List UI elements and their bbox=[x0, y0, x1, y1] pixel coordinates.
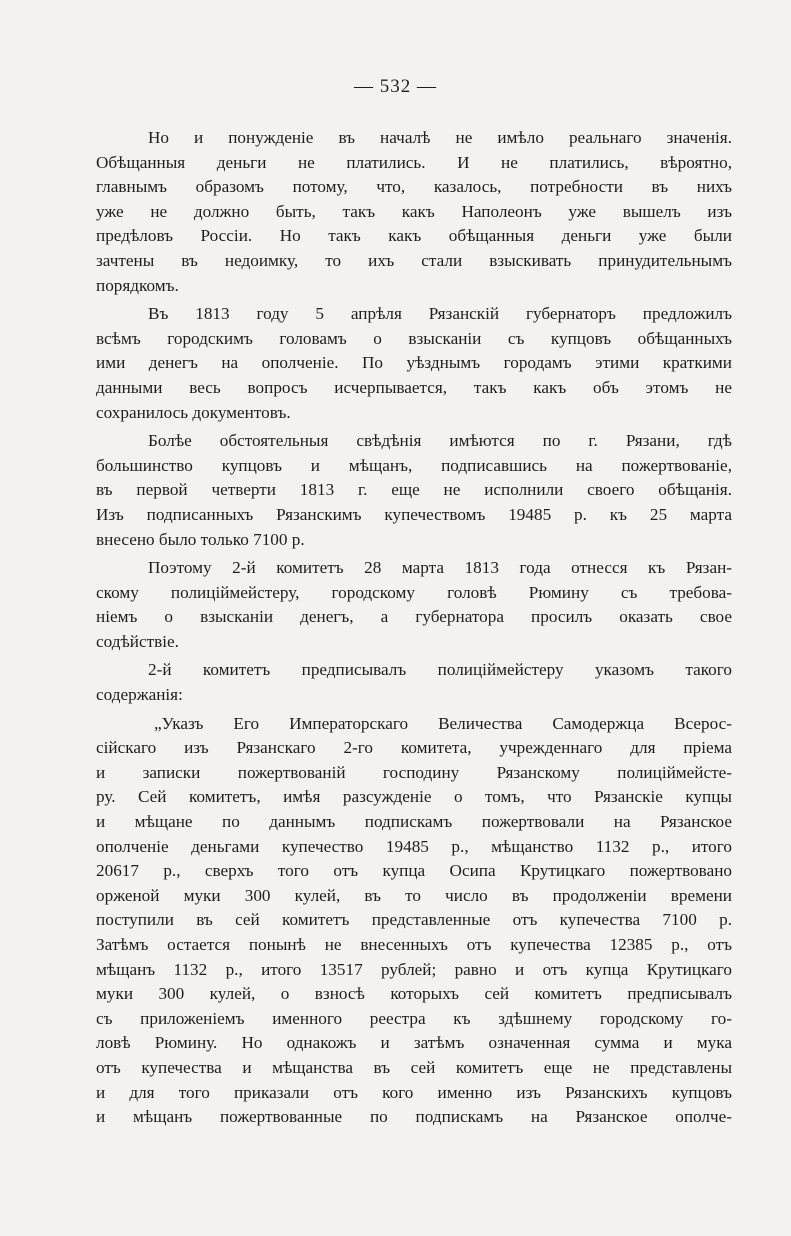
paragraph bbox=[96, 712, 732, 1130]
text-line: и мѣщанъ пожертвованные по подпискамъ на Рязанское ополче- bbox=[96, 1107, 732, 1127]
text-line: данными весь вопросъ исчерпывается, такъ какъ объ этомъ не bbox=[96, 377, 732, 397]
text-line: ополченіе деньгами купечество 19485 р., мѣщанство 1132 р., итого bbox=[96, 836, 732, 856]
text-line: поступили въ сей комитетъ представленные отъ купечества 7100 р. bbox=[96, 910, 732, 930]
text-line: уже не должно быть, такъ какъ Наполеонъ уже вышелъ изъ bbox=[96, 201, 732, 221]
text-line: всѣмъ городскимъ головамъ о взысканіи съ купцовъ обѣщанныхъ bbox=[96, 328, 732, 348]
text-line: и мѣщане по даннымъ подпискамъ пожертвовали на Рязанское bbox=[96, 812, 732, 832]
text-line: отъ купечества и мѣщанства въ сей комитетъ еще не представлены bbox=[96, 1057, 732, 1077]
text-line: и записки пожертвованій господину Рязанскому полиціймейсте- bbox=[96, 762, 732, 782]
text-line: Въ 1813 году 5 апрѣля Рязанскій губернаторъ предложилъ bbox=[148, 304, 732, 324]
text-line: зачтены въ недоимку, то ихъ стали взыскивать принудительнымъ bbox=[96, 250, 732, 270]
text-line: ими денегъ на ополченіе. По уѣзднымъ городамъ этими краткими bbox=[96, 353, 732, 373]
text-line: ловѣ Рюмину. Но однакожъ и затѣмъ означенная сумма и мука bbox=[96, 1033, 732, 1053]
text-line: внесено было только 7100 р. bbox=[96, 529, 305, 549]
paragraph bbox=[96, 658, 732, 707]
text-line: Обѣщанныя деньги не платились. И не платились, вѣроятно, bbox=[96, 152, 732, 172]
text-line: содержанія: bbox=[96, 685, 183, 705]
paragraph bbox=[96, 429, 732, 552]
text-line: большинство купцовъ и мѣщанъ, подписавшись на пожертвованіе, bbox=[96, 455, 732, 475]
text-line: порядкомъ. bbox=[96, 275, 179, 295]
paragraph bbox=[96, 126, 732, 298]
text-line: и для того приказали отъ кого именно изъ Рязанскихъ купцовъ bbox=[96, 1082, 732, 1102]
text-line: сохранилось документовъ. bbox=[96, 402, 291, 422]
text-line: содѣйствіе. bbox=[96, 631, 179, 651]
text-line: Но и понужденіе въ началѣ не имѣло реальнаго значенія. bbox=[148, 128, 732, 147]
text-line: „Указъ Его Императорскаго Величества Самодержца Всерос- bbox=[154, 713, 732, 733]
text-line: скому полиціймейстеру, городскому головѣ Рюмину съ требова- bbox=[96, 582, 732, 602]
text-line: Изъ подписанныхъ Рязанскимъ купечествомъ 19485 р. къ 25 марта bbox=[96, 504, 732, 524]
paragraph bbox=[96, 556, 732, 654]
text-line: мѣщанъ 1132 р., итого 13517 рублей; равно и отъ купца Крутицкаго bbox=[96, 959, 732, 979]
text-line: главнымъ образомъ потому, что, казалось, потребности въ нихъ bbox=[96, 177, 732, 197]
text-line: 20617 р., сверхъ того отъ купца Осипа Крутицкаго пожертвовано bbox=[96, 861, 732, 881]
paragraph bbox=[96, 302, 732, 425]
text-line: 2-й комитетъ предписывалъ полиціймейстеру указомъ такого bbox=[148, 660, 732, 680]
page-number: — 532 — bbox=[354, 76, 437, 97]
text-line: Затѣмъ остается понынѣ не внесенныхъ отъ купечества 12385 р., отъ bbox=[96, 935, 732, 954]
text-line: ру. Сей комитетъ, имѣя разсужденіе о томъ, что Рязанскіе купцы bbox=[96, 787, 732, 807]
text-line: ніемъ о взысканіи денегъ, а губернатора просилъ оказать свое bbox=[96, 607, 732, 627]
text-line: сійскаго изъ Рязанскаго 2-го комитета, учрежденнаго для пріема bbox=[96, 738, 732, 758]
text-line: въ первой четверти 1813 г. еще не исполнили своего обѣщанія. bbox=[96, 480, 732, 500]
text-line: Болѣе обстоятельныя свѣдѣнія имѣются по г. Рязани, гдѣ bbox=[148, 431, 732, 451]
page-body-text bbox=[96, 126, 732, 1134]
text-line: съ приложеніемъ именного реестра къ здѣшнему городскому го- bbox=[96, 1008, 732, 1028]
text-line: Поэтому 2-й комитетъ 28 марта 1813 года отнесся къ Рязан- bbox=[148, 558, 732, 578]
text-line: муки 300 кулей, о взносѣ которыхъ сей комитетъ предписывалъ bbox=[96, 984, 732, 1004]
text-line: предѣловъ Россіи. Но такъ какъ обѣщанныя деньги уже были bbox=[96, 226, 732, 246]
text-line: орженой муки 300 кулей, въ то число въ продолженіи времени bbox=[96, 885, 732, 905]
